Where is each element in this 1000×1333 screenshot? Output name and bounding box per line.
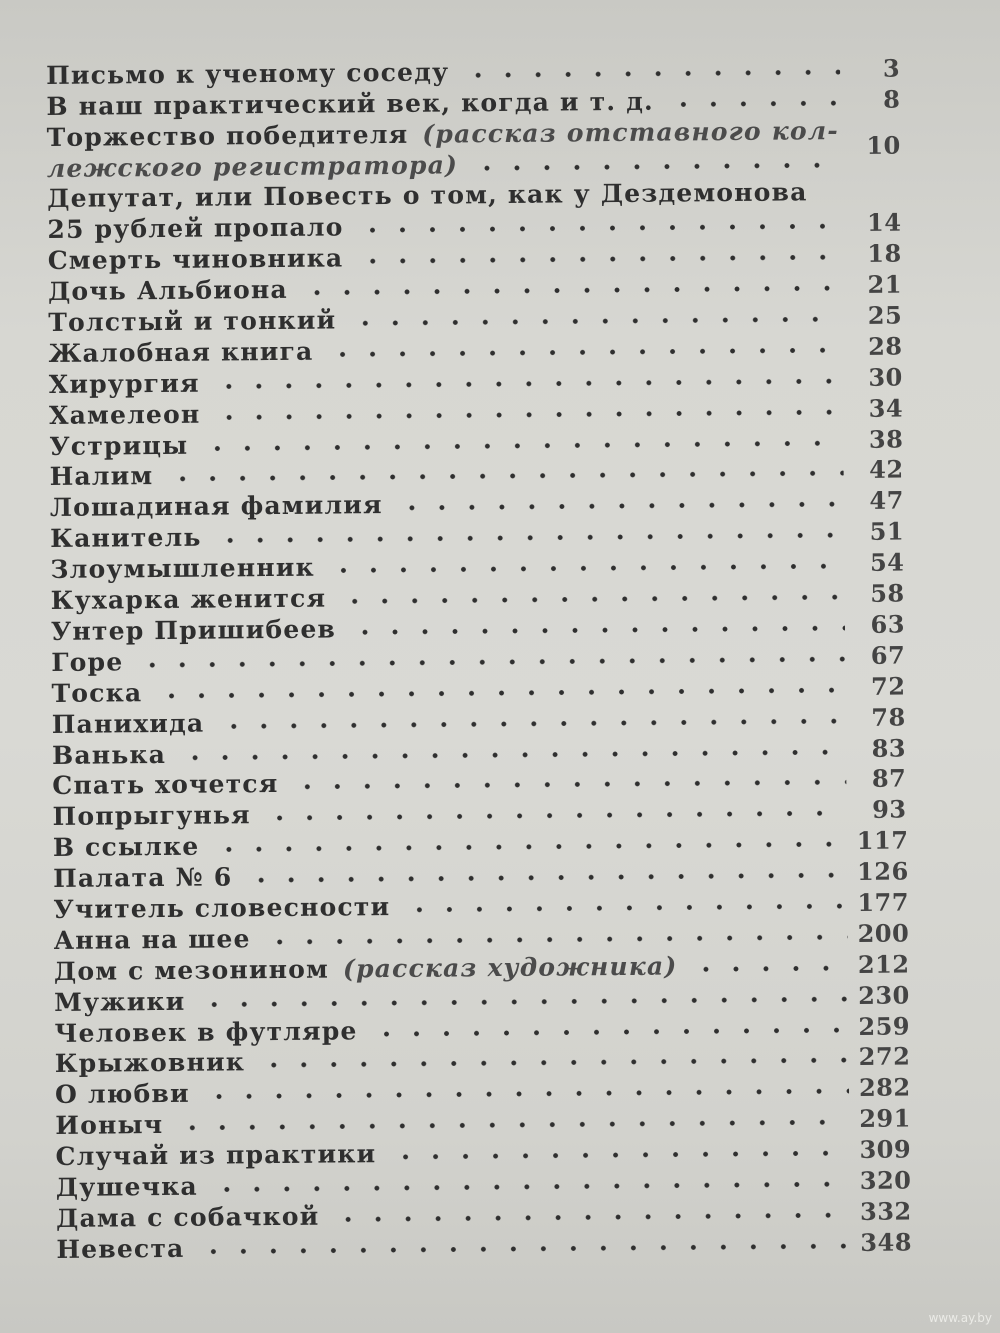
dot-leader [265, 808, 847, 823]
dot-leader [265, 932, 848, 947]
toc-title: Человек в футляре [54, 1015, 358, 1048]
dot-leader [350, 623, 845, 637]
toc-title: Дама с собачкой [55, 1201, 320, 1233]
toc-subtitle: лежского регистратора) [46, 149, 459, 183]
toc-title: Тоска [51, 677, 143, 708]
toc-entry [47, 114, 902, 183]
dot-leader [390, 1148, 849, 1162]
toc-subtitle: (рассказ художника) [342, 951, 678, 984]
toc-page-number: 58 [870, 578, 905, 608]
toc-page-number: 67 [870, 640, 906, 670]
dot-leader [668, 98, 841, 110]
toc-page-number: 87 [871, 763, 907, 794]
toc-title: Канитель [50, 522, 202, 554]
dot-leader [340, 592, 845, 606]
toc-page-number: 259 [858, 1011, 911, 1041]
toc-page-number: 28 [867, 331, 903, 361]
toc-page-number: 18 [867, 238, 902, 269]
toc-title: Палата № 6 [53, 862, 233, 894]
toc-page-number: 3 [882, 53, 901, 83]
toc-title: Душечка [55, 1171, 198, 1202]
toc-title: Депутат, или Повесть о том, как у Дездемонова [47, 177, 808, 214]
watermark: www.ay.by [928, 1311, 992, 1325]
toc-title: Учитель словесности [53, 891, 391, 924]
toc-page-number: 10 [866, 130, 901, 160]
toc-page-number: 291 [859, 1103, 912, 1134]
toc-page-number: 14 [866, 207, 902, 238]
dot-leader [329, 561, 845, 575]
dot-leader [204, 1086, 849, 1102]
dot-leader [198, 1241, 850, 1257]
dot-leader [167, 469, 843, 485]
toc-title: Торжество победителя [46, 119, 409, 152]
dot-leader [397, 499, 844, 513]
dot-leader [214, 407, 843, 422]
table-of-contents [46, 53, 913, 1265]
toc-title: В наш практический век, когда и т. д. [46, 86, 655, 121]
toc-page-number: 54 [869, 547, 905, 577]
toc-title: Попрыгунья [52, 800, 251, 832]
toc-title: Анна на шее [53, 924, 251, 955]
dot-leader [137, 654, 845, 670]
toc-page-number: 42 [869, 455, 904, 485]
dot-leader [463, 67, 840, 80]
dot-leader [372, 1025, 849, 1039]
toc-page-number: 117 [856, 825, 909, 856]
dot-leader [214, 376, 843, 391]
toc-title: О любви [54, 1079, 190, 1110]
toc-page-number: 63 [870, 609, 906, 639]
toc-title: Унтер Пришибеев [50, 614, 337, 646]
dot-leader [180, 747, 846, 763]
toc-page-number: 212 [857, 949, 910, 979]
toc-title: Крыжовник [54, 1047, 246, 1079]
toc-page-number: 309 [859, 1134, 912, 1165]
dot-leader [246, 870, 847, 885]
toc-title: 25 рублей пропало [47, 212, 344, 245]
toc-title: Злоумышленник [50, 552, 315, 585]
toc-page-number: 126 [856, 856, 909, 887]
dot-leader [327, 345, 842, 359]
toc-title: Панихида [51, 708, 205, 739]
toc-title: В ссылке [52, 831, 200, 863]
toc-page-number: 177 [857, 887, 910, 917]
toc-page-number: 47 [869, 485, 905, 516]
toc-title: Случай из практики [55, 1139, 377, 1172]
toc-subtitle: (рассказ отставного кол- [422, 115, 839, 149]
dot-leader [358, 221, 842, 235]
toc-page-number: 21 [867, 269, 903, 299]
toc-page-number: 51 [869, 516, 905, 547]
dot-leader [199, 994, 848, 1010]
dot-leader [177, 1117, 849, 1133]
toc-page-number: 25 [867, 300, 903, 330]
toc-page-number: 282 [858, 1072, 911, 1103]
dot-leader [218, 716, 846, 731]
toc-page-number: 93 [872, 794, 907, 825]
dot-leader [156, 685, 845, 701]
toc-page-number: 72 [870, 671, 906, 701]
toc-title: Смерть чиновника [47, 243, 344, 276]
dot-leader [691, 963, 848, 974]
toc-title: Хирургия [48, 368, 200, 399]
toc-page-number: 320 [859, 1165, 912, 1195]
toc-page-number: 83 [871, 733, 907, 763]
toc-page-number: 8 [883, 84, 901, 114]
dot-leader [302, 283, 842, 298]
toc-page-number: 34 [868, 393, 904, 423]
toc-title: Невеста [56, 1233, 185, 1264]
toc-title: Ванька [51, 739, 167, 770]
toc-title: Мужики [54, 986, 186, 1017]
dot-leader [404, 901, 847, 915]
toc-title: Ионыч [55, 1110, 164, 1141]
toc-page-number: 332 [859, 1196, 912, 1226]
dot-leader [333, 1210, 850, 1225]
toc-title: Горе [51, 647, 124, 677]
dot-leader [213, 839, 847, 855]
dot-leader [472, 160, 841, 173]
toc-title: Кухарка женится [50, 583, 327, 616]
dot-leader [216, 530, 845, 545]
toc-title: Спать хочется [52, 769, 279, 801]
dot-leader [212, 1179, 850, 1195]
toc-title: Дом с мезонином [53, 954, 330, 986]
toc-title: Хамелеон [48, 399, 201, 430]
toc-page-number: 38 [868, 424, 904, 454]
toc-title: Лошадиная фамилия [49, 490, 383, 523]
dot-leader [259, 1055, 849, 1070]
toc-title: Налим [49, 461, 154, 492]
toc-title: Толстый и тонкий [48, 305, 337, 338]
dot-leader [350, 314, 842, 328]
toc-page-number: 200 [857, 918, 910, 948]
toc-page-number: 348 [860, 1227, 913, 1257]
dot-leader [292, 777, 846, 792]
toc-title: Письмо к ученому соседу [46, 57, 450, 90]
toc-page-number: 272 [858, 1041, 911, 1072]
toc-page-number: 78 [871, 702, 906, 732]
toc-title: Жалобная книга [48, 336, 314, 368]
toc-page-number: 30 [868, 362, 903, 392]
toc-title: Дочь Альбиона [47, 275, 288, 307]
dot-leader [357, 252, 841, 266]
dot-leader [202, 438, 843, 454]
toc-title: Устрицы [49, 430, 189, 461]
toc-page-number: 230 [858, 980, 910, 1010]
